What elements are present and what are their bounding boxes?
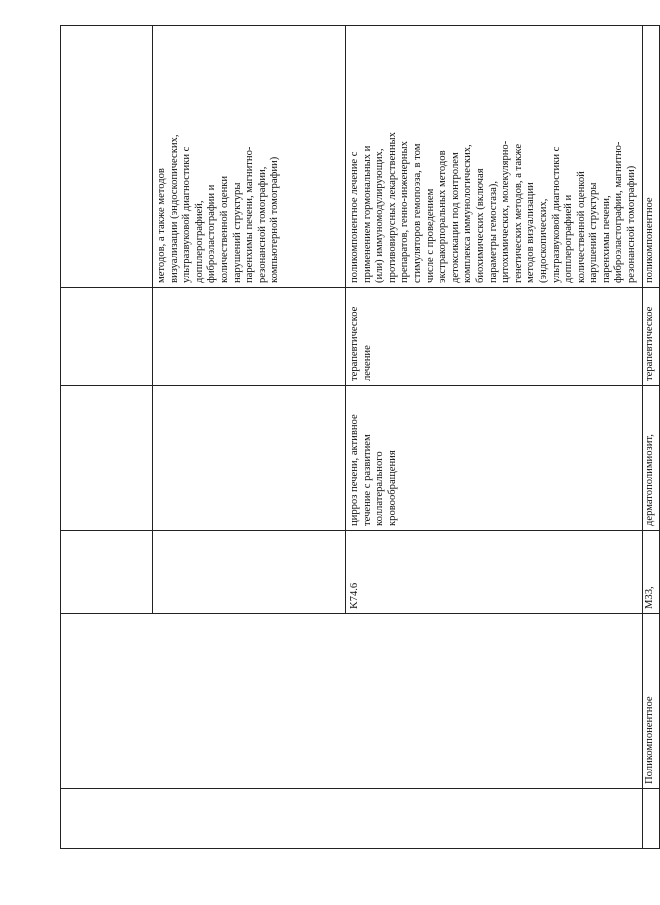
diagnosis-text: цирроз печени, активное течение с развитием коллатерального кровообращения	[349, 414, 398, 526]
cell-method	[642, 26, 659, 288]
cell-empty	[61, 288, 153, 386]
name-text: Поликомпонентное	[643, 696, 655, 784]
code-text: K74.6	[349, 582, 360, 609]
cell-code	[153, 531, 346, 614]
method-text: поликомпонентное	[643, 197, 655, 283]
treatment-text: терапевтическое лечение	[349, 306, 373, 381]
cell-diagnosis	[642, 386, 659, 531]
cell-name	[61, 614, 153, 789]
cell-method	[153, 26, 346, 288]
method-text: методов, а также методов визуализации (эндоскопических, ультразвуковой диагностики с допплерографией, фиброэластографии и количественной оценки нарушений структуры паренхимы печени, магнитно- резонансной томографии, компьютерной томографии)	[156, 134, 281, 283]
cell-empty	[61, 531, 153, 614]
diagnosis-text: дерматополимиозит,	[643, 434, 655, 526]
cell-treatment	[153, 288, 346, 386]
cell-empty	[61, 26, 153, 288]
treatment-text: терапевтическое	[643, 306, 655, 381]
cell-treatment	[642, 288, 659, 386]
cell-treatment	[346, 288, 643, 386]
cell-diagnosis	[153, 386, 346, 531]
cell-number	[346, 789, 643, 849]
method-text: поликомпонентное лечение с применением гормональных и (или) иммуномодулирующих, противовирусных лекарственных препаратов, генно-инженерных стимуляторов гемопоэза, в том числе с проведением экстракорпоральных методов детоксикации под контролем комплекса иммунологических, биохимических (включая параметры гемостаза), цитохимических, молекулярно- генетических методов, а также методов визуализации (эндоскопических, ультразвуковой диагностики с допплерографией и количественной оценкой нарушений структуры паренхимы печени, фиброэластографии, магнитно- резонансной томографии)	[349, 132, 638, 283]
cell-number	[61, 789, 153, 849]
table-row	[346, 26, 643, 849]
cell-diagnosis	[346, 386, 643, 531]
table-row	[642, 26, 659, 849]
cell-code	[346, 531, 643, 614]
rotated-table-container	[60, 26, 655, 849]
cell-number	[153, 789, 346, 849]
cell-code	[642, 531, 659, 614]
cell-number	[642, 789, 659, 849]
treatment-table	[60, 25, 660, 849]
table-row	[153, 26, 346, 849]
cell-name	[642, 614, 659, 789]
cell-empty	[61, 386, 153, 531]
cell-name	[346, 614, 643, 789]
code-text: M33,	[643, 586, 655, 609]
cell-method	[346, 26, 643, 288]
cell-name	[153, 614, 346, 789]
table-row	[61, 26, 153, 849]
